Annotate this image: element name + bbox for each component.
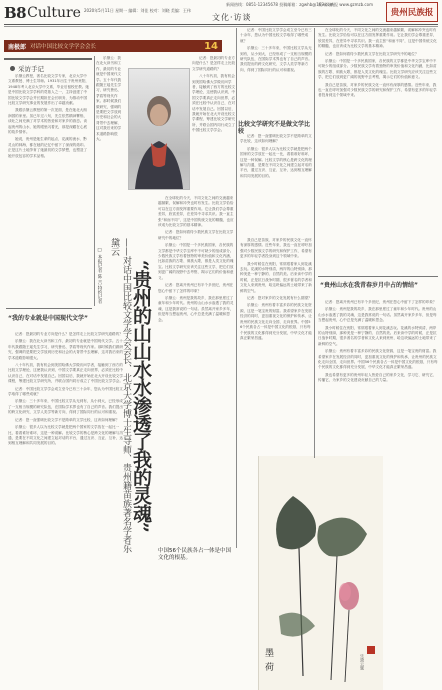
body-paragraph: 乐黛云：三十多年来，中国比较文学从无到有，从小到大，已经形成了一支相当规模的研究队伍，在国际学术界也有了自己的声音。我们提出的跨文化研究、文学人类学等新方向，得到了国际同行的认可和重视。 (8, 399, 123, 415)
banner-text: 对话中国比较文学学会会长 (30, 44, 97, 50)
portrait-photo (128, 68, 190, 190)
intro-label-text: 采访手记 (18, 65, 44, 73)
text-column-a (96, 56, 124, 206)
banner-number: 14 (204, 40, 218, 52)
body-paragraph: 八十年代初，我有机会到美国哈佛大学做访问学者，接触到了西方的比较文学理论，这使我认识到，中国文学要真正走向世界，必须在比较中认识自己，在对话中发展自己。回国以后，我就开始在北大开设比较文学课程，筹建比较文学研究所，并联合国内同行成立了中国比较文学学会。 (8, 363, 123, 384)
ink-painting (258, 456, 383, 690)
section-name: Culture (27, 5, 81, 21)
section-one-title: “我的专业就是中国现代文学” (8, 315, 88, 322)
banner-label: 南极郎 (8, 43, 27, 51)
body-paragraph: 记者：您离开贵州已有半个多世纪，贵州在您心中留下了怎样的印象？ (325, 300, 437, 304)
body-paragraph: 乐黛云：很多人以为比较文学就是把两个国家的文学放在一起比一比，看看谁好谁坏，这是一种误解。比较文学的核心是跨文化的理解与沟通，是要在不同文化之间建立起对话的平台，通过互识、互证、互补，达到相互理解和共同发展的目的。 (240, 146, 312, 178)
section-rule (318, 276, 438, 277)
column-divider (236, 28, 237, 548)
text-column-i (318, 300, 438, 460)
body-paragraph: 记者：您一直强调比较文学不是简单的文学比较，这该如何理解？ (240, 134, 312, 144)
body-paragraph: 乐黛云：贵州有着丰富多彩的民族文化资源，这是一笔宝贵的财富。我希望家乡在发展经济的同时，更加重视文化的保护和传承，让贵州的民族文化走向全国、走向世界。中国56个民族各占一体是中国文化的根基，只有每个民族的文化都得到充分发展，中华文化才能真正繁荣昌盛。 (240, 303, 312, 340)
intro-label (10, 64, 44, 73)
painting-signature: 乐黛云题 (360, 654, 365, 670)
body-paragraph: 我自己是苗族，对家乡的民族文化一直怀有深厚的感情。近些年来，我也一直在呼吁加强对少数民族文学的研究和保护工作，希望有更多的年轻学者投身到这个领域中来。 (318, 82, 437, 98)
intro-column (8, 74, 90, 302)
column-divider (94, 56, 95, 306)
intro-paragraph: 乐黛云教授，著名比较文学专家，北京大学中文系教授、博士生导师。1931年出生于贵州贵阳，1948年考入北京大学中文系，毕业后留校任教。她是中国比较文学学科的奠基人之一，主持创建了中国比较文学学会并长期担任会长职务，为推动中国比较文学研究事业的发展作出了卓越贡献。 (8, 74, 90, 106)
text-column-f (8, 332, 124, 686)
body-paragraph: 乐黛云：贵州有着丰富多彩的民族文化资源，这是一笔宝贵的财富。我希望家乡在发展经济的同时，更加重视文化的保护和传承，让贵州的民族文化走向全国、走向世界。中国56个民族各占一体是中国文化的根基，只有每个民族的文化都得到充分发展，中华文化才能真正繁荣昌盛。 (318, 349, 438, 370)
byline: □ 本报记者 陈 吉 特约记者 (97, 248, 102, 304)
section-rule (6, 308, 92, 309)
headline-subtitle: ——对话中国比较文学学会会长、北京大学博士生导师、贵州籍苗族著名学者乐黛云 (109, 238, 131, 553)
painting-title-1: 墨 (265, 649, 275, 659)
body-paragraph: 乐黛云：我在北大读书和工作，最初的专业就是中国现代文学。五十年代我跟随王瑶先生学习，研究鲁迅、茅盾等现代作家。那时候我们做研究，强调的是要把文学放到历史和社会的大背景中去理解，这对我后来的学术道路影响很大。 (96, 56, 122, 142)
body-paragraph: 记者：您最初的专业方向是什么？是怎样走上比较文学研究道路的？ (15, 332, 123, 336)
body-paragraph: 乐黛云：很多人以为比较文学就是把两个国家的文学放在一起比一比，看看谁好谁坏，这是一种误解。比较文学的核心是跨文化的理解与沟通，是要在不同文化之间建立起对话的平台，通过互识、互证、互补，达到相互理解和共同发展的目的。 (8, 425, 123, 446)
series-banner (4, 40, 222, 52)
portrait-illustration (129, 69, 189, 189)
body-paragraph: 记者：您最初的专业方向是什么？是怎样走上比较文学研究道路的？ (192, 56, 236, 71)
intro-rule (4, 58, 92, 60)
intro-paragraph: 她说，贵州是她生命的起点，花溪的流水、黔灵山的林海，都在她的记忆中留下了深深的烙印。正是这片土地孕育了她最初的文学梦想，也塑造了她开放包容的学术品格。 (8, 137, 88, 158)
body-paragraph: 乐黛云：中国是一个多民族国家，各民族的文学都是中华文学宝库中不可缺少的组成部分。少数民族文学有着独特的审美价值和文化内涵，比如苗族的古歌、侗族大歌，都是人类文化的瑰宝。比较文学研究应该关注这些文学，把它们放到更广阔的视野中去考察，揭示它们的价值和意义。 (318, 59, 437, 80)
body-paragraph: 记者：中国比较文学学会成立至今已有三十余年，您认为中国比较文学取得了哪些成就？ (240, 28, 312, 43)
body-paragraph: 我也希望有更多的贵州年轻人热爱自己的家乡文化，学习它、研究它、传播它，为家乡的文化建设贡献自己的力量。 (318, 372, 437, 383)
body-paragraph: 记者：您对家乡的文化发展有什么期望？ (247, 296, 312, 301)
newspaper-logo: 贵州民族报 (386, 2, 438, 22)
page-tag (4, 4, 81, 22)
text-column-e (318, 28, 438, 274)
intro-paragraph: 我跟乐黛云教授的第一次见面，是在她北大朗润园的家里。虽已年过八旬，先生依然精神矍铄，谈吐之间充满了对学术的热爱和对家乡的眷恋。谈起贵州的山水，她的眼里闪着光，那是深藏在心底的故乡情怀。 (8, 108, 88, 135)
body-paragraph: 记者：中国比较文学学会成立至今已有三十余年，您认为中国比较文学取得了哪些成就？ (8, 386, 123, 397)
body-paragraph: 乐黛云：我在北大读书和工作，最初的专业就是中国现代文学。五十年代我跟随王瑶先生学习，研究鲁迅、茅盾等现代作家。那时候我们做研究，强调的是要把文学放到历史和社会的大背景中去理解，这对我后来的学术道路影响很大。 (8, 339, 123, 360)
text-column-h (240, 238, 312, 456)
text-column-b (192, 56, 236, 196)
header-rule (4, 24, 438, 25)
body-paragraph: 在全球化的今天，不同文化之间的交流越来越频繁，误解和冲突也时有发生。比较文学恰恰可以在这方面发挥重要作用。它让我们学会尊重差异，欣赏差异，在差异中寻求共识。我一直主张“和而不同”，这是中国传统文化的精髓，也应该成为比较文学的基本精神。 (318, 28, 437, 49)
issue-info: 2020年5月11日 星期一 编辑：刘佳 校对：刘晓 美编：王伟 (84, 8, 191, 13)
body-paragraph: 我小时候住在贵阳，常常跟着家人到花溪去玩。花溪的水特别清，两岸的山特别绿，那种美是一种宁静的、自然的美。后来读中学的时候，正是抗日战争时期，很多著名的学者和文化人来到贵州，给这块偏远的土地带来了新鲜的空气。 (318, 325, 437, 346)
body-paragraph: 八十年代初，我有机会到美国哈佛大学做访问学者，接触到了西方的比较文学理论，这使我认识到，中国文学要真正走向世界，必须在比较中认识自己，在对话中发展自己。回国以后，我就开始在北大开设比较文学课程，筹建比较文学研究所，并联合国内同行成立了中国比较文学学会。 (192, 74, 236, 133)
page-number: B8 (4, 4, 27, 22)
section-three-title: “贵州山水在我青春岁月中占的情结” (320, 282, 418, 289)
body-paragraph: 记者：您如何看待少数民族文学在比较文学研究中的地位？ (158, 230, 234, 240)
body-paragraph: 我小时候住在贵阳，常常跟着家人到花溪去玩。花溪的水特别清，两岸的山特别绿，那种美是一种宁静的、自然的美。后来读中学的时候，正是抗日战争时期，很多著名的学者和文化人来到贵州，给这块偏远的土地带来了新鲜的空气。 (240, 261, 312, 293)
body-paragraph: 我自己是苗族，对家乡的民族文化一直怀有深厚的感情。近些年来，我也一直在呼吁加强对少数民族文学的研究和保护工作，希望有更多的年轻学者投身到这个领域中来。 (240, 238, 312, 259)
section-two-title: 比较文学研究不是做文学比较 (238, 121, 311, 135)
body-paragraph: 乐黛云：贵州是我的故乡，我在那里度过了童年和少年时代。贵州的山山水水渗透了我的灵魂，这是我常说的一句话。虽然离开家乡多年，但是每当想起贵州，心中总是充满了温暖和思念。 (158, 295, 234, 322)
body-paragraph: 记者：您离开贵州已有半个多世纪，贵州在您心中留下了怎样的印象？ (158, 283, 234, 293)
pullquote: 中国56个民族各占一体是中国文化的根基。 (158, 548, 231, 561)
painting-title-2: 荷 (265, 663, 275, 673)
body-paragraph: 在全球化的今天，不同文化之间的交流越来越频繁，误解和冲突也时有发生。比较文学恰恰可以在这方面发挥重要作用。它让我们学会尊重差异，欣赏差异，在差异中寻求共识。我一直主张“和而不同”，这是中国传统文化的精髓，也应该成为比较文学的基本精神。 (158, 196, 234, 228)
text-column-d (240, 134, 312, 234)
website-info: 贵州民族报 www.gzmzb.com (318, 2, 373, 7)
text-column-c (240, 28, 312, 118)
header-rule-thin (4, 26, 438, 27)
body-paragraph: 乐黛云：中国是一个多民族国家，各民族的文学都是中华文学宝库中不可缺少的组成部分。少数民族文学有着独特的审美价值和文化内涵，比如苗族的古歌、侗族大歌，都是人类文化的瑰宝。比较文学研究应该关注这些文学，把它们放到更广阔的视野中去考察，揭示它们的价值和意义。 (158, 243, 234, 280)
body-paragraph: 乐黛云：三十多年来，中国比较文学从无到有，从小到大，已经形成了一支相当规模的研究队伍，在国际学术界也有了自己的声音。我们提出的跨文化研究、文学人类学等新方向，得到了国际同行的认可和重视。 (240, 46, 312, 72)
body-paragraph: 乐黛云：贵州是我的故乡，我在那里度过了童年和少年时代。贵州的山山水水渗透了我的灵魂，这是我常说的一句话。虽然离开家乡多年，但是每当想起贵州，心中总是充满了温暖和思念。 (318, 307, 437, 323)
column-divider (314, 28, 315, 458)
text-column-g (158, 196, 234, 540)
body-paragraph: 记者：您如何看待少数民族文学在比较文学研究中的地位？ (325, 51, 419, 56)
body-paragraph: 记者：您一直强调比较文学不是简单的文学比较，这该如何理解？ (15, 417, 120, 422)
main-headline: “贵州的山山水水渗透了我的灵魂” (130, 260, 152, 532)
column-name: 文化·访谈 (212, 13, 252, 22)
contact-info: 新闻热线：0851-12345678 投稿邮箱：zgwhb@163.com (226, 2, 334, 7)
bullet-icon (10, 66, 15, 71)
